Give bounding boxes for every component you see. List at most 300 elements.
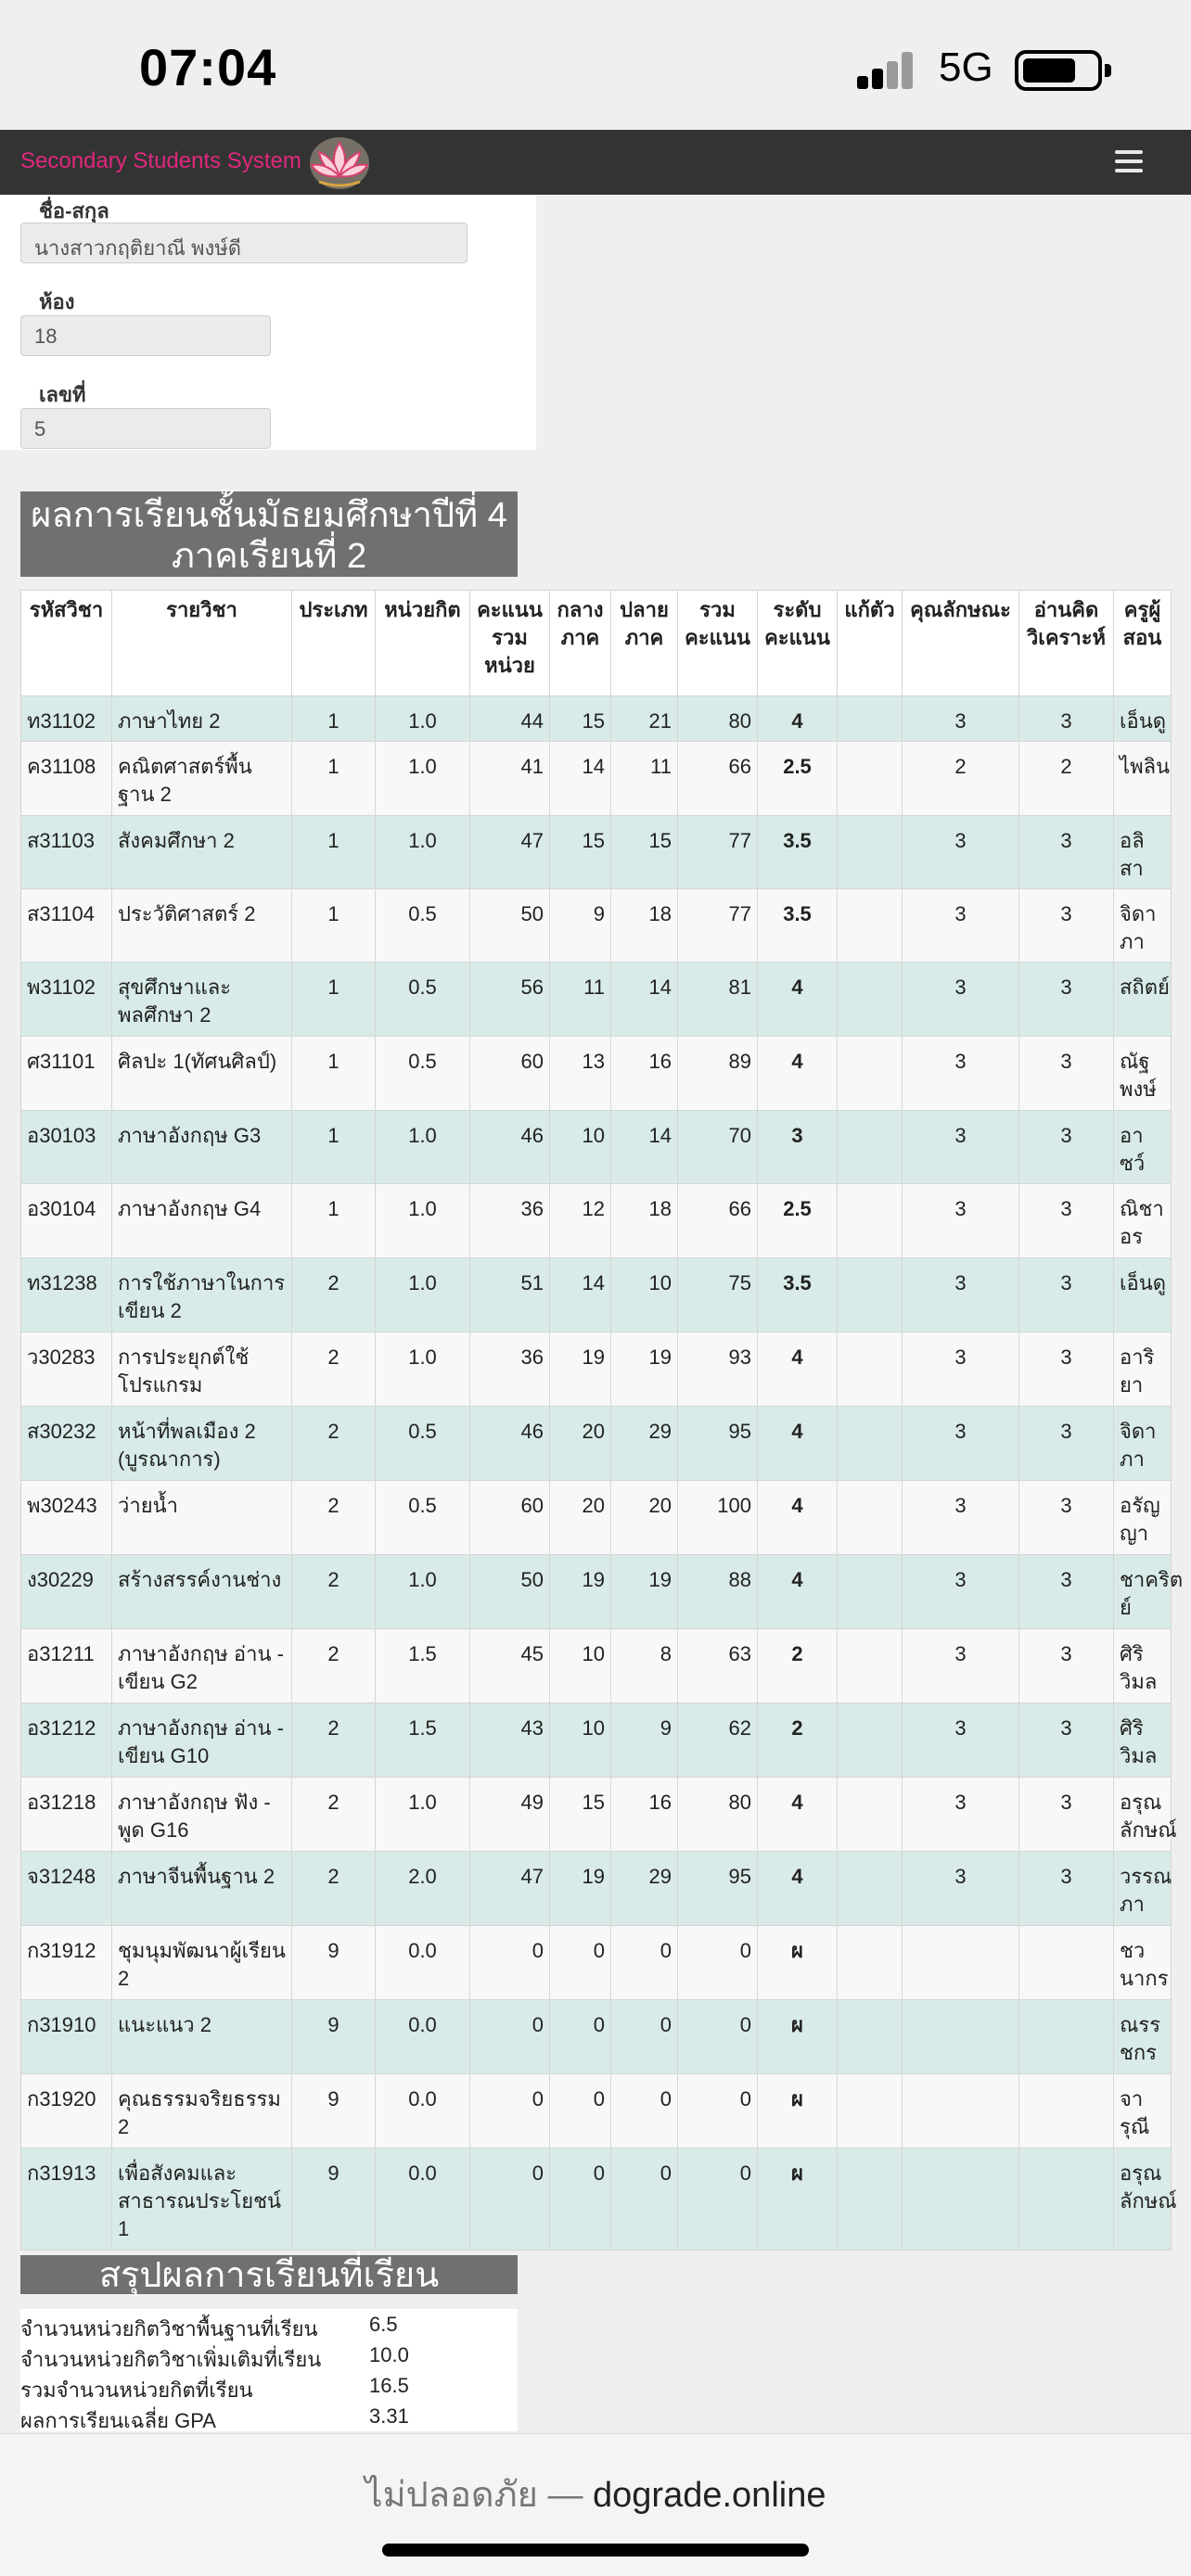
- table-cell: 11: [550, 963, 611, 1037]
- table-cell: ง30229: [21, 1555, 112, 1629]
- column-header: ประเภท: [292, 591, 376, 696]
- table-cell: [838, 2149, 903, 2251]
- table-row: [21, 889, 1172, 963]
- table-cell: เอ็นดู: [1114, 1258, 1172, 1333]
- table-cell: 2: [758, 1703, 838, 1778]
- table-cell: 60: [470, 1481, 550, 1555]
- table-cell: 66: [678, 1184, 758, 1258]
- table-cell: [838, 742, 903, 816]
- table-cell: 19: [611, 1555, 678, 1629]
- table-cell: 0: [470, 2074, 550, 2149]
- table-cell: 15: [550, 696, 611, 742]
- table-cell: 66: [678, 742, 758, 816]
- table-cell: 1.5: [376, 1703, 470, 1778]
- table-cell: คณิตศาสตร์พื้นฐาน 2: [112, 742, 292, 816]
- table-cell: 18: [611, 1184, 678, 1258]
- table-cell: จิดาภา: [1114, 1407, 1172, 1481]
- table-cell: 20: [550, 1407, 611, 1481]
- table-cell: สังคมศึกษา 2: [112, 816, 292, 889]
- table-cell: 0: [550, 2000, 611, 2074]
- home-indicator: [382, 2544, 809, 2557]
- table-cell: 16: [611, 1778, 678, 1852]
- table-cell: ประวัติศาสตร์ 2: [112, 889, 292, 963]
- table-row: [21, 1555, 1172, 1629]
- table-cell: [903, 2149, 1019, 2251]
- table-cell: 0: [470, 2000, 550, 2074]
- table-cell: 3: [903, 963, 1019, 1037]
- table-cell: 1: [292, 1111, 376, 1184]
- table-row: [21, 1184, 1172, 1258]
- table-cell: [838, 1333, 903, 1407]
- table-cell: 3: [903, 816, 1019, 889]
- column-header: ระดับคะแนน: [758, 591, 838, 696]
- table-cell: 9: [292, 2149, 376, 2251]
- table-cell: ผ: [758, 2149, 838, 2251]
- table-cell: 3: [1019, 963, 1114, 1037]
- navbar: [0, 130, 1191, 195]
- table-cell: 63: [678, 1629, 758, 1703]
- table-cell: อ31218: [21, 1778, 112, 1852]
- table-cell: 0: [550, 2074, 611, 2149]
- table-cell: 0: [678, 2149, 758, 2251]
- table-cell: 1: [292, 816, 376, 889]
- table-cell: 3: [903, 1852, 1019, 1926]
- table-row: [21, 742, 1172, 816]
- table-cell: 2.5: [758, 742, 838, 816]
- table-cell: ว30283: [21, 1333, 112, 1407]
- table-cell: 9: [550, 889, 611, 963]
- table-cell: 18: [611, 889, 678, 963]
- table-cell: หน้าที่พลเมือง 2 (บูรณาการ): [112, 1407, 292, 1481]
- table-cell: 0: [550, 2149, 611, 2251]
- table-row: [21, 1037, 1172, 1111]
- table-cell: 3.5: [758, 1258, 838, 1333]
- table-cell: สุขศึกษาและพลศึกษา 2: [112, 963, 292, 1037]
- grades-title-line2: ภาคเรียนที่ 2: [171, 537, 367, 576]
- table-cell: 75: [678, 1258, 758, 1333]
- table-cell: [838, 1852, 903, 1926]
- table-cell: 36: [470, 1333, 550, 1407]
- table-cell: 46: [470, 1111, 550, 1184]
- table-cell: สถิตย์: [1114, 963, 1172, 1037]
- table-cell: 100: [678, 1481, 758, 1555]
- table-cell: 8: [611, 1629, 678, 1703]
- brand-title[interactable]: Secondary Students System: [20, 148, 301, 173]
- table-cell: 4: [758, 1333, 838, 1407]
- table-cell: [838, 1481, 903, 1555]
- column-header: รหัสวิชา: [21, 591, 112, 696]
- table-cell: 0: [678, 2000, 758, 2074]
- table-cell: 0.0: [376, 2000, 470, 2074]
- table-cell: 10: [550, 1703, 611, 1778]
- table-cell: ผ: [758, 2000, 838, 2074]
- table-cell: 4: [758, 1778, 838, 1852]
- table-cell: [903, 2000, 1019, 2074]
- table-cell: 29: [611, 1852, 678, 1926]
- table-cell: อ30104: [21, 1184, 112, 1258]
- table-cell: 1.0: [376, 816, 470, 889]
- table-row: [21, 1629, 1172, 1703]
- table-cell: 4: [758, 1481, 838, 1555]
- table-cell: 95: [678, 1407, 758, 1481]
- network-type: 5G: [939, 45, 993, 90]
- table-cell: การใช้ภาษาในการเขียน 2: [112, 1258, 292, 1333]
- column-header: ปลายภาค: [611, 591, 678, 696]
- table-cell: 3: [903, 1111, 1019, 1184]
- table-cell: 1.0: [376, 1555, 470, 1629]
- table-cell: สร้างสรรค์งานช่าง: [112, 1555, 292, 1629]
- table-cell: 11: [611, 742, 678, 816]
- table-row: [21, 816, 1172, 889]
- column-header: หน่วยกิต: [376, 591, 470, 696]
- table-cell: 2: [292, 1703, 376, 1778]
- table-cell: 19: [550, 1333, 611, 1407]
- table-cell: 14: [550, 1258, 611, 1333]
- table-cell: 77: [678, 816, 758, 889]
- room-field[interactable]: 18: [20, 315, 271, 356]
- table-cell: 62: [678, 1703, 758, 1778]
- table-cell: 14: [611, 963, 678, 1037]
- table-cell: 50: [470, 1555, 550, 1629]
- grades-table: [20, 590, 1184, 2251]
- table-cell: 3: [1019, 1778, 1114, 1852]
- table-cell: 0.0: [376, 2074, 470, 2149]
- table-cell: 80: [678, 1778, 758, 1852]
- table-cell: อ30103: [21, 1111, 112, 1184]
- summary-value: 6.5: [369, 2313, 398, 2336]
- table-cell: 19: [550, 1852, 611, 1926]
- table-cell: คุณธรรมจริยธรรม 2: [112, 2074, 292, 2149]
- table-cell: ชาคริตย์: [1114, 1555, 1172, 1629]
- table-cell: 1.0: [376, 1258, 470, 1333]
- table-cell: 0.5: [376, 1481, 470, 1555]
- table-cell: [838, 1111, 903, 1184]
- column-header: อ่านคิดวิเคราะห์: [1019, 591, 1114, 696]
- summary-value: 3.31: [369, 2404, 409, 2428]
- table-cell: ภาษาอังกฤษ G3: [112, 1111, 292, 1184]
- table-cell: 2: [292, 1407, 376, 1481]
- lotus-icon: [306, 134, 373, 193]
- table-cell: [1019, 2074, 1114, 2149]
- table-cell: 3: [903, 1555, 1019, 1629]
- table-cell: 1.5: [376, 1629, 470, 1703]
- table-cell: 2.0: [376, 1852, 470, 1926]
- table-cell: 49: [470, 1778, 550, 1852]
- table-cell: [838, 1703, 903, 1778]
- table-cell: 36: [470, 1184, 550, 1258]
- signal-icon: [857, 52, 915, 89]
- table-cell: 29: [611, 1407, 678, 1481]
- table-cell: ภาษาอังกฤษ ฟัง - พูด G16: [112, 1778, 292, 1852]
- table-cell: 77: [678, 889, 758, 963]
- table-cell: พ31102: [21, 963, 112, 1037]
- table-cell: 15: [611, 816, 678, 889]
- table-cell: อลิสา: [1114, 816, 1172, 889]
- table-cell: ภาษาไทย 2: [112, 696, 292, 742]
- name-label: ชื่อ-สกุล: [39, 199, 109, 223]
- table-cell: [1019, 2149, 1114, 2251]
- table-cell: 10: [550, 1111, 611, 1184]
- table-cell: 3: [1019, 696, 1114, 742]
- table-cell: 1.0: [376, 1111, 470, 1184]
- room-label: ห้อง: [39, 290, 75, 313]
- clock: 07:04: [139, 38, 277, 96]
- table-cell: ก31912: [21, 1926, 112, 2000]
- table-cell: ณรรชกร: [1114, 2000, 1172, 2074]
- table-cell: 3: [1019, 1184, 1114, 1258]
- table-cell: 1.0: [376, 696, 470, 742]
- table-cell: [838, 1778, 903, 1852]
- table-cell: 0.5: [376, 1037, 470, 1111]
- table-cell: 3: [1019, 1852, 1114, 1926]
- table-cell: 3: [903, 889, 1019, 963]
- table-cell: 1: [292, 1184, 376, 1258]
- url-display[interactable]: [0, 2466, 1191, 2522]
- table-cell: ศิริวิมล: [1114, 1703, 1172, 1778]
- table-cell: ศิลปะ 1(ทัศนศิลป์): [112, 1037, 292, 1111]
- table-cell: [838, 1184, 903, 1258]
- table-cell: ผ: [758, 2074, 838, 2149]
- table-cell: 1.0: [376, 742, 470, 816]
- table-cell: 0: [611, 2074, 678, 2149]
- table-cell: 3: [903, 1258, 1019, 1333]
- table-cell: [838, 2000, 903, 2074]
- table-cell: [838, 1926, 903, 2000]
- table-cell: 3: [1019, 1258, 1114, 1333]
- table-cell: 60: [470, 1037, 550, 1111]
- summary-label: ผลการเรียนเฉลี่ย GPA: [20, 2409, 216, 2432]
- table-cell: จารุณี: [1114, 2074, 1172, 2149]
- table-cell: อรุณลักษณ์: [1114, 1778, 1172, 1852]
- table-cell: [903, 2074, 1019, 2149]
- table-cell: 0.0: [376, 2149, 470, 2251]
- table-cell: 45: [470, 1629, 550, 1703]
- table-cell: 0.5: [376, 1407, 470, 1481]
- table-cell: [1019, 1926, 1114, 2000]
- table-cell: ภาษาอังกฤษ อ่าน - เขียน G2: [112, 1629, 292, 1703]
- table-cell: [838, 2074, 903, 2149]
- table-cell: 0: [470, 1926, 550, 2000]
- table-cell: 0.5: [376, 963, 470, 1037]
- summary-value: 10.0: [369, 2343, 409, 2366]
- table-cell: 3: [903, 1037, 1019, 1111]
- table-cell: [838, 816, 903, 889]
- table-cell: ภาษาอังกฤษ อ่าน - เขียน G10: [112, 1703, 292, 1778]
- browser-bottom-bar: [0, 2433, 1191, 2576]
- table-cell: 3: [1019, 889, 1114, 963]
- table-cell: 2: [292, 1258, 376, 1333]
- table-row: [21, 1407, 1172, 1481]
- table-cell: 3: [903, 1184, 1019, 1258]
- status-bar: [0, 0, 1191, 130]
- column-header: คุณลักษณะ: [903, 591, 1019, 696]
- table-row: [21, 1926, 1172, 2000]
- table-cell: แนะแนว 2: [112, 2000, 292, 2074]
- grades-title: [20, 491, 518, 577]
- table-cell: ส31103: [21, 816, 112, 889]
- battery-icon: [1015, 50, 1102, 91]
- table-cell: 2: [292, 1333, 376, 1407]
- table-cell: 47: [470, 816, 550, 889]
- table-cell: 0: [678, 1926, 758, 2000]
- table-row: [21, 1481, 1172, 1555]
- hamburger-menu-icon[interactable]: [1115, 148, 1158, 176]
- table-cell: 3: [1019, 1481, 1114, 1555]
- table-cell: 3: [903, 1333, 1019, 1407]
- table-cell: ศิริวิมล: [1114, 1629, 1172, 1703]
- table-row: [21, 1778, 1172, 1852]
- grades-title-line1: ผลการเรียนชั้นมัธยมศึกษาปีที่ 4: [31, 496, 507, 535]
- column-header: คะแนนรวมหน่วย: [470, 591, 550, 696]
- table-cell: 1: [292, 742, 376, 816]
- table-cell: 3: [903, 1481, 1019, 1555]
- table-cell: 1.0: [376, 1333, 470, 1407]
- table-row: [21, 1111, 1172, 1184]
- table-cell: 2: [292, 1629, 376, 1703]
- table-cell: 70: [678, 1111, 758, 1184]
- table-row: [21, 963, 1172, 1037]
- table-cell: 51: [470, 1258, 550, 1333]
- table-cell: 3: [903, 1629, 1019, 1703]
- table-cell: 3: [903, 1778, 1019, 1852]
- table-row: [21, 1333, 1172, 1407]
- table-cell: 3: [903, 1703, 1019, 1778]
- column-header: รายวิชา: [112, 591, 292, 696]
- table-cell: 19: [611, 1333, 678, 1407]
- number-field[interactable]: 5: [20, 408, 271, 449]
- table-cell: อรุณลักษณ์: [1114, 2149, 1172, 2251]
- table-cell: 4: [758, 1555, 838, 1629]
- table-cell: 9: [292, 1926, 376, 2000]
- table-cell: 50: [470, 889, 550, 963]
- column-header: ครูผู้สอน: [1114, 591, 1172, 696]
- table-cell: 15: [550, 1778, 611, 1852]
- table-cell: 0: [611, 1926, 678, 2000]
- table-cell: 93: [678, 1333, 758, 1407]
- table-cell: ก31913: [21, 2149, 112, 2251]
- table-cell: เพื่อสังคมและสาธารณประโยชน์ 1: [112, 2149, 292, 2251]
- column-header: แก้ตัว: [838, 591, 903, 696]
- table-cell: พ30243: [21, 1481, 112, 1555]
- table-row: [21, 1852, 1172, 1926]
- student-info-panel: [0, 195, 536, 450]
- table-cell: [838, 1037, 903, 1111]
- table-cell: 3: [1019, 1333, 1114, 1407]
- table-cell: 2: [758, 1629, 838, 1703]
- table-cell: 16: [611, 1037, 678, 1111]
- table-cell: ณิชาอร: [1114, 1184, 1172, 1258]
- table-cell: 89: [678, 1037, 758, 1111]
- name-field[interactable]: นางสาวกฤติยาณี พงษ์ดี: [20, 223, 467, 263]
- table-cell: [903, 1926, 1019, 2000]
- table-cell: 3: [1019, 1037, 1114, 1111]
- summary-label: จำนวนหน่วยกิตวิชาเพิ่มเติมที่เรียน: [20, 2348, 322, 2371]
- table-cell: ไพลิน: [1114, 742, 1172, 816]
- table-cell: 13: [550, 1037, 611, 1111]
- security-warning: ไม่ปลอดภัย: [365, 2476, 538, 2515]
- table-cell: 1: [292, 889, 376, 963]
- table-cell: 1: [292, 696, 376, 742]
- table-cell: อรัญญา: [1114, 1481, 1172, 1555]
- table-cell: 2: [903, 742, 1019, 816]
- table-cell: 3: [1019, 1555, 1114, 1629]
- table-cell: ภาษาจีนพื้นฐาน 2: [112, 1852, 292, 1926]
- table-cell: [838, 1407, 903, 1481]
- table-cell: 2.5: [758, 1184, 838, 1258]
- table-cell: [838, 1258, 903, 1333]
- table-cell: 2: [292, 1481, 376, 1555]
- table-cell: ก31910: [21, 2000, 112, 2074]
- table-cell: ส31104: [21, 889, 112, 963]
- table-cell: ส30232: [21, 1407, 112, 1481]
- table-cell: 3: [1019, 1111, 1114, 1184]
- table-cell: 4: [758, 963, 838, 1037]
- url-domain: dograde.online: [593, 2476, 826, 2515]
- table-cell: [838, 696, 903, 742]
- table-cell: เอ็นดู: [1114, 696, 1172, 742]
- table-cell: อาซว์: [1114, 1111, 1172, 1184]
- table-cell: 10: [611, 1258, 678, 1333]
- table-row: [21, 1258, 1172, 1333]
- table-cell: 12: [550, 1184, 611, 1258]
- table-cell: ว่ายน้ำ: [112, 1481, 292, 1555]
- table-cell: 1.0: [376, 1184, 470, 1258]
- summary-label: รวมจำนวนหน่วยกิตที่เรียน: [20, 2378, 253, 2402]
- table-cell: 9: [611, 1703, 678, 1778]
- column-header: รวมคะแนน: [678, 591, 758, 696]
- table-row: [21, 2000, 1172, 2074]
- summary-value: 16.5: [369, 2374, 409, 2397]
- table-cell: 9: [292, 2074, 376, 2149]
- table-cell: 0.0: [376, 1926, 470, 2000]
- table-cell: [838, 963, 903, 1037]
- table-cell: 3: [1019, 1407, 1114, 1481]
- table-cell: 44: [470, 696, 550, 742]
- table-cell: 0: [470, 2149, 550, 2251]
- table-cell: 4: [758, 696, 838, 742]
- table-cell: 0: [611, 2000, 678, 2074]
- number-label: เลขที่: [39, 383, 86, 406]
- table-cell: 3.5: [758, 816, 838, 889]
- table-cell: 14: [550, 742, 611, 816]
- table-cell: ก31920: [21, 2074, 112, 2149]
- table-cell: ณัฐพงษ์: [1114, 1037, 1172, 1111]
- table-cell: ชุมนุมพัฒนาผู้เรียน 2: [112, 1926, 292, 2000]
- table-cell: 2: [1019, 742, 1114, 816]
- table-cell: ท31238: [21, 1258, 112, 1333]
- table-cell: อ31211: [21, 1629, 112, 1703]
- table-cell: 41: [470, 742, 550, 816]
- table-cell: 1: [292, 1037, 376, 1111]
- table-row: [21, 1703, 1172, 1778]
- table-cell: ค31108: [21, 742, 112, 816]
- table-cell: 3.5: [758, 889, 838, 963]
- table-cell: 0: [550, 1926, 611, 2000]
- table-row: [21, 696, 1172, 742]
- table-cell: 4: [758, 1407, 838, 1481]
- summary-panel: [20, 2309, 518, 2431]
- table-cell: 2: [292, 1778, 376, 1852]
- table-cell: 56: [470, 963, 550, 1037]
- table-cell: ท31102: [21, 696, 112, 742]
- table-cell: อาริยา: [1114, 1333, 1172, 1407]
- table-row: [21, 2074, 1172, 2149]
- table-cell: 1.0: [376, 1778, 470, 1852]
- table-cell: วรรณภา: [1114, 1852, 1172, 1926]
- table-cell: [1019, 2000, 1114, 2074]
- column-header: กลางภาค: [550, 591, 611, 696]
- table-cell: 46: [470, 1407, 550, 1481]
